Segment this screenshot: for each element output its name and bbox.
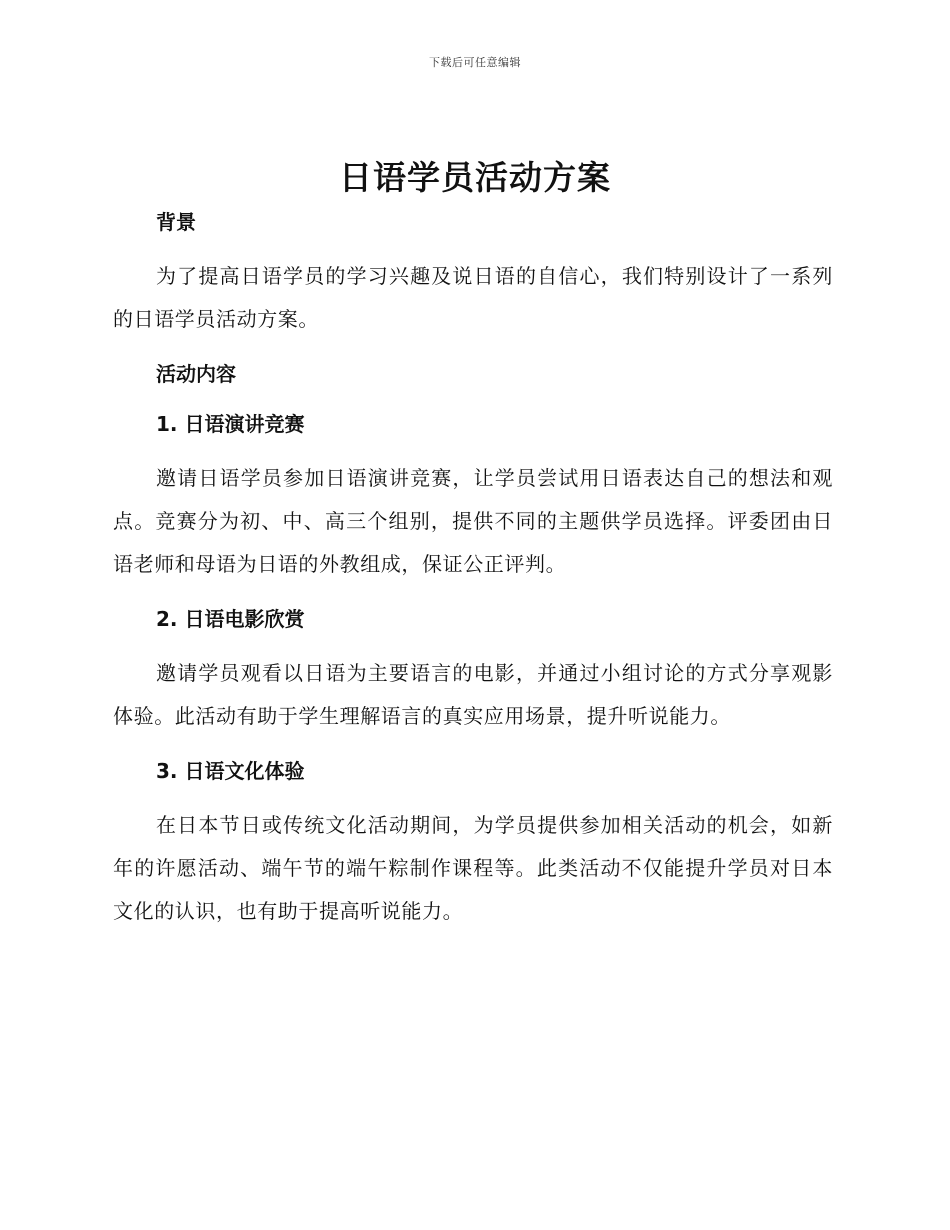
- activity-1-heading: 1. 日语演讲竞赛: [156, 412, 305, 436]
- activity-2-heading: 2. 日语电影欣赏: [156, 607, 305, 631]
- document-body: [113, 205, 833, 933]
- activity-2-paragraph: 邀请学员观看以日语为主要语言的电影，并通过小组讨论的方式分享观影体验。此活动有助于学生理解语言的真实应用场景，提升听说能力。: [113, 661, 833, 728]
- background-heading: 背景: [156, 210, 196, 234]
- document-title: 日语学员活动方案: [339, 158, 611, 197]
- header-note: 下载后可任意编辑: [429, 56, 521, 69]
- background-paragraph: 为了提高日语学员的学习兴趣及说日语的自信心，我们特别设计了一系列的日语学员活动方案。: [113, 264, 833, 331]
- activities-heading: 活动内容: [156, 362, 236, 386]
- activity-3-paragraph: 在日本节日或传统文化活动期间，为学员提供参加相关活动的机会，如新年的许愿活动、端午节的端午粽制作课程等。此类活动不仅能提升学员对日本文化的认识，也有助于提高听说能力。: [113, 813, 833, 923]
- activity-3-heading: 3. 日语文化体验: [156, 759, 305, 783]
- activity-1-paragraph: 邀请日语学员参加日语演讲竞赛，让学员尝试用日语表达自己的想法和观点。竞赛分为初、中、高三个组别，提供不同的主题供学员选择。评委团由日语老师和母语为日语的外教组成，保证公正评判。: [113, 466, 833, 576]
